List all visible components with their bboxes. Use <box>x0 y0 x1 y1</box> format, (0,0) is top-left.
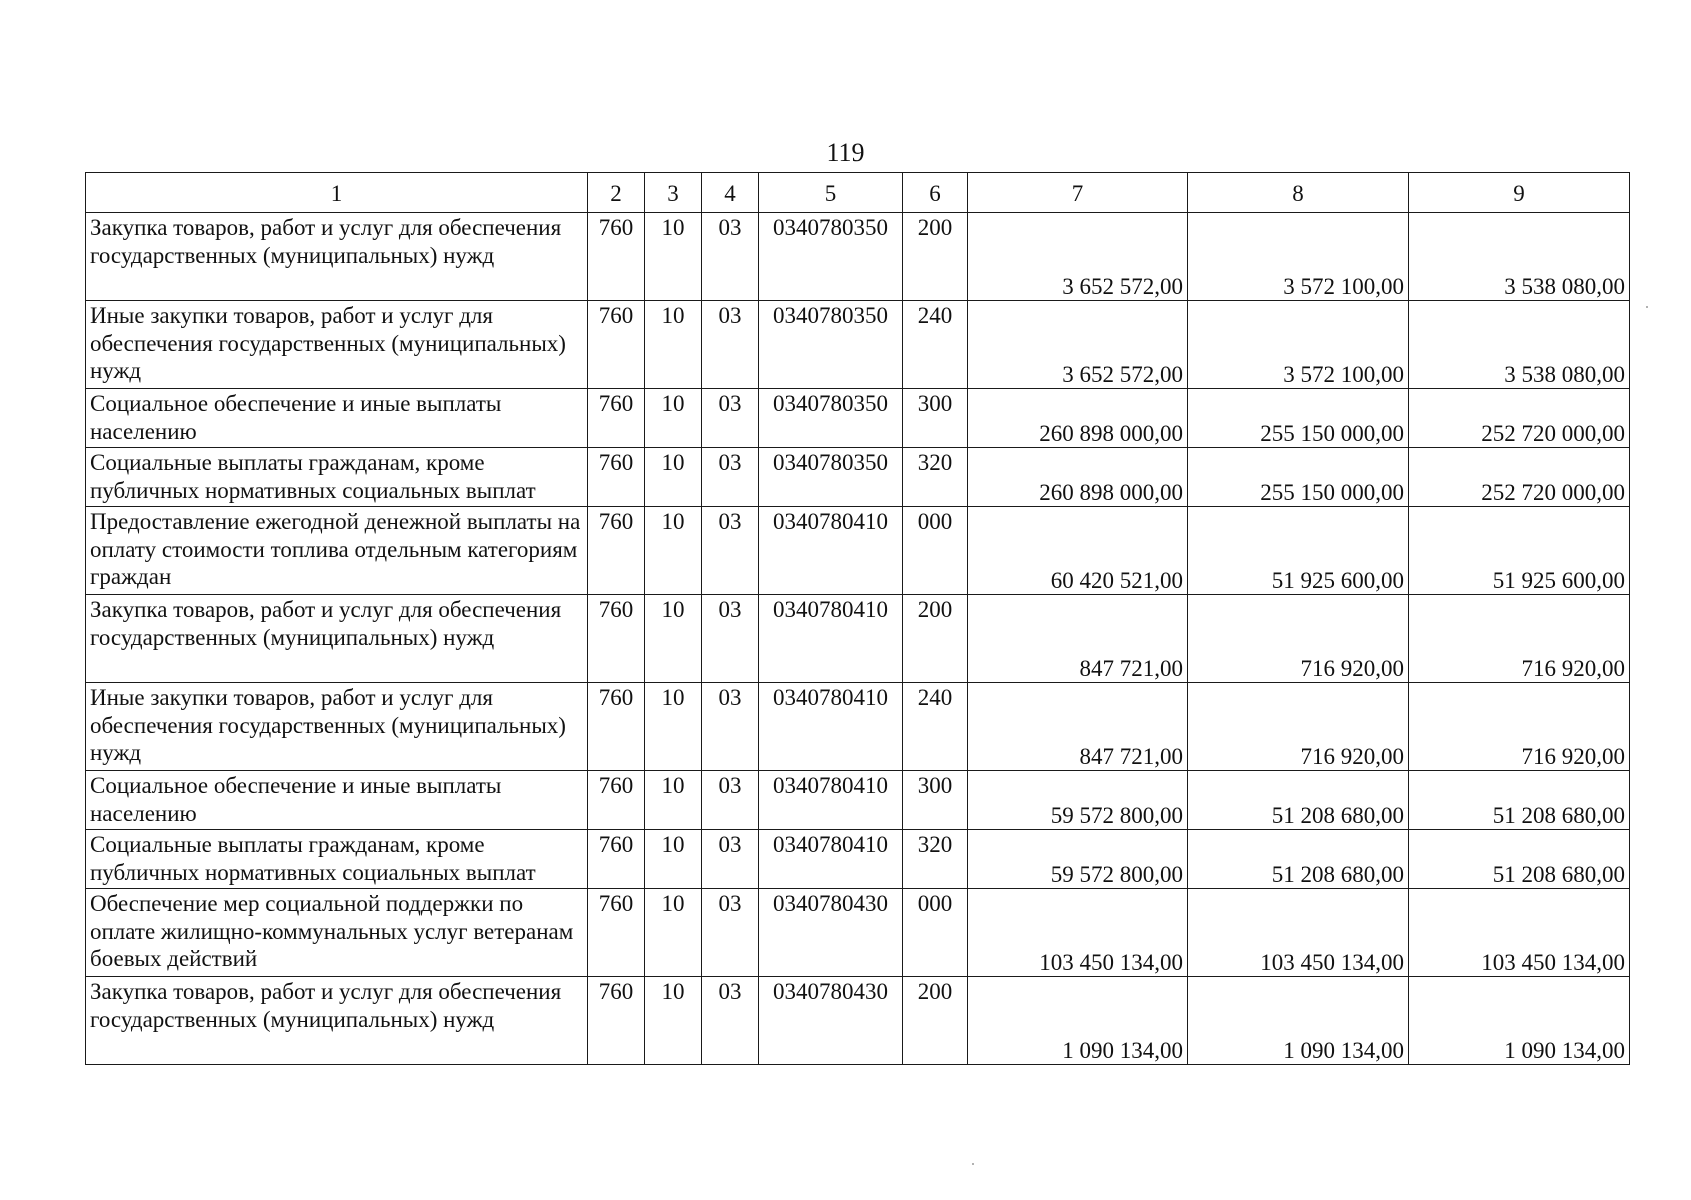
row-code-3-cell: 10 <box>645 448 702 507</box>
row-code-6-cell: 200 <box>903 595 968 683</box>
row-code-6-cell: 200 <box>903 977 968 1065</box>
row-code-3-cell: 10 <box>645 683 702 771</box>
row-amount-9-cell: 252 720 000,00 <box>1409 448 1630 507</box>
row-code-2-cell: 760 <box>588 507 645 595</box>
row-code-6-cell: 240 <box>903 301 968 389</box>
row-code-5-cell: 0340780350 <box>759 301 903 389</box>
row-code-6-cell: 300 <box>903 389 968 448</box>
row-amount-7-cell: 1 090 134,00 <box>968 977 1188 1065</box>
row-amount-9-cell: 716 920,00 <box>1409 683 1630 771</box>
row-name-cell: Закупка товаров, работ и услуг для обеспечения государственных (муниципальных) нужд <box>86 977 588 1065</box>
row-code-4-cell: 03 <box>702 301 759 389</box>
table-row <box>86 771 1630 830</box>
row-name-cell: Закупка товаров, работ и услуг для обеспечения государственных (муниципальных) нужд <box>86 595 588 683</box>
row-name-cell: Закупка товаров, работ и услуг для обеспечения государственных (муниципальных) нужд <box>86 213 588 301</box>
row-code-5-cell: 0340780350 <box>759 213 903 301</box>
header-cell-6: 6 <box>903 173 968 213</box>
row-code-2-cell: 760 <box>588 595 645 683</box>
table-row <box>86 389 1630 448</box>
row-amount-9-cell: 103 450 134,00 <box>1409 889 1630 977</box>
row-code-6-cell: 320 <box>903 830 968 889</box>
table-row <box>86 213 1630 301</box>
row-amount-9-cell: 51 208 680,00 <box>1409 771 1630 830</box>
row-code-3-cell: 10 <box>645 213 702 301</box>
header-cell-9: 9 <box>1409 173 1630 213</box>
row-code-5-cell: 0340780410 <box>759 830 903 889</box>
row-amount-7-cell: 3 652 572,00 <box>968 213 1188 301</box>
row-code-5-cell: 0340780410 <box>759 683 903 771</box>
header-cell-1: 1 <box>86 173 588 213</box>
row-code-2-cell: 760 <box>588 771 645 830</box>
row-name-cell: Социальное обеспечение и иные выплаты населению <box>86 389 588 448</box>
row-amount-9-cell: 51 208 680,00 <box>1409 830 1630 889</box>
budget-table <box>85 172 1630 1065</box>
row-code-4-cell: 03 <box>702 507 759 595</box>
row-amount-8-cell: 103 450 134,00 <box>1188 889 1409 977</box>
row-name-cell: Обеспечение мер социальной поддержки по оплате жилищно-коммунальных услуг ветеранам боевых действий <box>86 889 588 977</box>
row-code-4-cell: 03 <box>702 771 759 830</box>
header-cell-8: 8 <box>1188 173 1409 213</box>
header-cell-4: 4 <box>702 173 759 213</box>
row-amount-7-cell: 260 898 000,00 <box>968 448 1188 507</box>
row-amount-7-cell: 847 721,00 <box>968 683 1188 771</box>
row-code-2-cell: 760 <box>588 301 645 389</box>
row-code-3-cell: 10 <box>645 507 702 595</box>
row-amount-7-cell: 260 898 000,00 <box>968 389 1188 448</box>
header-cell-5: 5 <box>759 173 903 213</box>
row-code-5-cell: 0340780430 <box>759 977 903 1065</box>
row-code-3-cell: 10 <box>645 301 702 389</box>
table-row <box>86 507 1630 595</box>
row-amount-8-cell: 3 572 100,00 <box>1188 213 1409 301</box>
table-row <box>86 977 1630 1065</box>
row-code-5-cell: 0340780350 <box>759 389 903 448</box>
row-amount-8-cell: 3 572 100,00 <box>1188 301 1409 389</box>
table-row <box>86 595 1630 683</box>
row-code-6-cell: 240 <box>903 683 968 771</box>
row-code-4-cell: 03 <box>702 213 759 301</box>
row-code-3-cell: 10 <box>645 389 702 448</box>
row-code-3-cell: 10 <box>645 830 702 889</box>
row-code-2-cell: 760 <box>588 830 645 889</box>
row-code-5-cell: 0340780430 <box>759 889 903 977</box>
row-amount-7-cell: 103 450 134,00 <box>968 889 1188 977</box>
row-amount-8-cell: 716 920,00 <box>1188 683 1409 771</box>
header-cell-7: 7 <box>968 173 1188 213</box>
row-code-4-cell: 03 <box>702 389 759 448</box>
row-name-cell: Иные закупки товаров, работ и услуг для обеспечения государственных (муниципальных) нужд <box>86 301 588 389</box>
row-name-cell: Социальные выплаты гражданам, кроме публичных нормативных социальных выплат <box>86 830 588 889</box>
row-code-2-cell: 760 <box>588 389 645 448</box>
row-code-3-cell: 10 <box>645 595 702 683</box>
row-code-6-cell: 000 <box>903 889 968 977</box>
scan-speck <box>972 1163 974 1165</box>
row-amount-8-cell: 255 150 000,00 <box>1188 389 1409 448</box>
row-name-cell: Иные закупки товаров, работ и услуг для обеспечения государственных (муниципальных) нужд <box>86 683 588 771</box>
table-header-row <box>86 173 1630 213</box>
row-name-cell: Предоставление ежегодной денежной выплаты на оплату стоимости топлива отдельным категориям граждан <box>86 507 588 595</box>
row-code-6-cell: 200 <box>903 213 968 301</box>
header-cell-3: 3 <box>645 173 702 213</box>
header-cell-2: 2 <box>588 173 645 213</box>
row-amount-9-cell: 1 090 134,00 <box>1409 977 1630 1065</box>
row-amount-7-cell: 60 420 521,00 <box>968 507 1188 595</box>
row-amount-8-cell: 51 208 680,00 <box>1188 771 1409 830</box>
row-code-4-cell: 03 <box>702 830 759 889</box>
row-code-2-cell: 760 <box>588 977 645 1065</box>
row-amount-9-cell: 51 925 600,00 <box>1409 507 1630 595</box>
row-amount-8-cell: 716 920,00 <box>1188 595 1409 683</box>
row-code-4-cell: 03 <box>702 595 759 683</box>
row-code-4-cell: 03 <box>702 448 759 507</box>
row-amount-9-cell: 3 538 080,00 <box>1409 301 1630 389</box>
row-code-4-cell: 03 <box>702 977 759 1065</box>
row-amount-7-cell: 3 652 572,00 <box>968 301 1188 389</box>
row-amount-8-cell: 51 208 680,00 <box>1188 830 1409 889</box>
row-amount-7-cell: 847 721,00 <box>968 595 1188 683</box>
row-code-5-cell: 0340780410 <box>759 771 903 830</box>
row-name-cell: Социальное обеспечение и иные выплаты населению <box>86 771 588 830</box>
row-code-2-cell: 760 <box>588 889 645 977</box>
row-code-6-cell: 000 <box>903 507 968 595</box>
page-number: 119 <box>826 138 865 167</box>
row-amount-7-cell: 59 572 800,00 <box>968 830 1188 889</box>
row-name-cell: Социальные выплаты гражданам, кроме публичных нормативных социальных выплат <box>86 448 588 507</box>
row-amount-9-cell: 3 538 080,00 <box>1409 213 1630 301</box>
row-code-3-cell: 10 <box>645 889 702 977</box>
row-code-6-cell: 320 <box>903 448 968 507</box>
row-code-2-cell: 760 <box>588 213 645 301</box>
row-code-5-cell: 0340780350 <box>759 448 903 507</box>
row-amount-8-cell: 51 925 600,00 <box>1188 507 1409 595</box>
row-code-2-cell: 760 <box>588 448 645 507</box>
row-code-6-cell: 300 <box>903 771 968 830</box>
row-code-3-cell: 10 <box>645 771 702 830</box>
row-amount-8-cell: 255 150 000,00 <box>1188 448 1409 507</box>
row-amount-7-cell: 59 572 800,00 <box>968 771 1188 830</box>
row-amount-8-cell: 1 090 134,00 <box>1188 977 1409 1065</box>
row-code-5-cell: 0340780410 <box>759 507 903 595</box>
table-row <box>86 448 1630 507</box>
row-code-3-cell: 10 <box>645 977 702 1065</box>
row-code-2-cell: 760 <box>588 683 645 771</box>
table-row <box>86 683 1630 771</box>
row-code-5-cell: 0340780410 <box>759 595 903 683</box>
table-row <box>86 830 1630 889</box>
table-row <box>86 889 1630 977</box>
table-row <box>86 301 1630 389</box>
row-code-4-cell: 03 <box>702 683 759 771</box>
row-amount-9-cell: 716 920,00 <box>1409 595 1630 683</box>
scan-speck <box>1646 306 1648 308</box>
row-amount-9-cell: 252 720 000,00 <box>1409 389 1630 448</box>
row-code-4-cell: 03 <box>702 889 759 977</box>
